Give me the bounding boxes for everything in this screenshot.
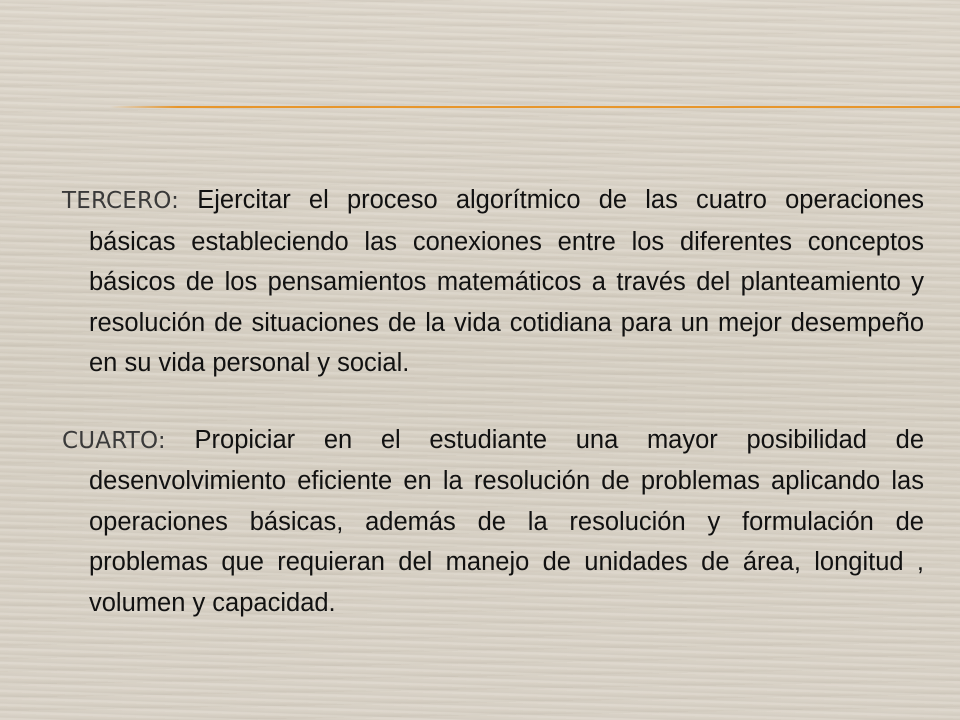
paragraph-tercero	[62, 180, 924, 384]
paragraph-text-cuarto: Propiciar en el estudiante una mayor posibilidad de desenvolvimiento eficiente en la resolución de problemas aplicando las operaciones básicas, además de la resolución y formulación de problemas que requieran del manejo de unidades de área, longitud , volumen y capacidad.	[89, 425, 925, 617]
paragraph-heading-tercero: TERCERO:	[62, 188, 180, 214]
paragraph-text-tercero: Ejercitar el proceso algorítmico de las cuatro operaciones básicas estableciendo las conexiones entre los diferentes conceptos básicos de los pensamientos matemáticos a través del planteamiento y resolución de situaciones de la vida cotidiana para un mejor desempeño en su vida personal y social.	[89, 186, 925, 377]
paragraph-cuarto	[62, 420, 924, 624]
paragraph-heading-cuarto: CUARTO:	[62, 427, 166, 454]
accent-divider-line	[110, 106, 960, 108]
slide-content	[62, 180, 924, 659]
